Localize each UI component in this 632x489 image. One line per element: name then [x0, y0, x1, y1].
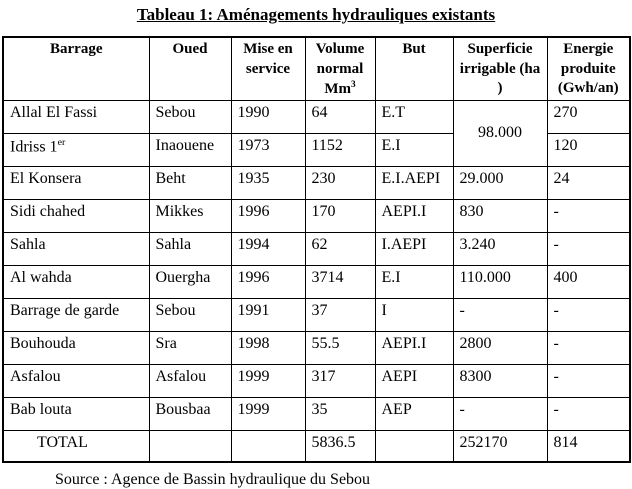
- cell-but: AEPI.I: [375, 199, 453, 232]
- cell-barrage: Bouhouda: [3, 331, 149, 364]
- total-label-cell: TOTAL: [3, 430, 149, 462]
- cell-energie: 270: [547, 100, 630, 133]
- cell-oued: Sra: [149, 331, 231, 364]
- source-caption: Source : Agence de Bassin hydraulique du Sebou: [55, 470, 371, 488]
- total-mise-en-service-cell-empty: [231, 430, 305, 462]
- col-header-volume: [305, 37, 375, 100]
- cell-oued: Bousbaa: [149, 397, 231, 430]
- cell-oued: Asfalou: [149, 364, 231, 397]
- cell-but: AEPI.I: [375, 331, 453, 364]
- cell-mise-en-service: 1935: [231, 166, 305, 199]
- cell-energie: 120: [547, 133, 630, 166]
- cell-oued: Inaouene: [149, 133, 231, 166]
- cell-barrage: Sidi chahed: [3, 199, 149, 232]
- cell-but: E.T: [375, 100, 453, 133]
- table-row: [3, 199, 630, 232]
- cell-volume: 55.5: [305, 331, 375, 364]
- total-energie-cell: 814: [547, 430, 630, 462]
- cell-superficie-merged: 98.000: [453, 100, 547, 166]
- cell-oued: Beht: [149, 166, 231, 199]
- cell-mise-en-service: 1999: [231, 364, 305, 397]
- cell-superficie: 29.000: [453, 166, 547, 199]
- cell-volume: 37: [305, 298, 375, 331]
- cell-barrage: Allal El Fassi: [3, 100, 149, 133]
- cell-barrage: Asfalou: [3, 364, 149, 397]
- cell-oued: Sebou: [149, 100, 231, 133]
- cell-but: AEPI: [375, 364, 453, 397]
- cell-but: I.AEPI: [375, 232, 453, 265]
- cell-but: E.I.AEPI: [375, 166, 453, 199]
- col-header-superficie: Superficie irrigable (ha ): [453, 37, 547, 100]
- cell-volume: 35: [305, 397, 375, 430]
- page-title: Tableau 1: Aménagements hydrauliques existants: [136, 5, 496, 24]
- cell-energie: -: [547, 298, 630, 331]
- cell-energie: -: [547, 331, 630, 364]
- cell-superficie: 110.000: [453, 265, 547, 298]
- cell-volume: 64: [305, 100, 375, 133]
- cell-barrage: Barrage de garde: [3, 298, 149, 331]
- col-header-barrage: Barrage: [3, 37, 149, 100]
- cell-volume: 1152: [305, 133, 375, 166]
- cell-but: E.I: [375, 265, 453, 298]
- cell-energie: -: [547, 364, 630, 397]
- volume-header-superscript: 3: [351, 80, 356, 90]
- cell-superficie: 3.240: [453, 232, 547, 265]
- cell-mise-en-service: 1994: [231, 232, 305, 265]
- cell-mise-en-service: 1996: [231, 265, 305, 298]
- cell-energie: -: [547, 397, 630, 430]
- cell-mise-en-service: 1999: [231, 397, 305, 430]
- table-row: [3, 100, 630, 133]
- table-row: [3, 166, 630, 199]
- cell-superficie: 830: [453, 199, 547, 232]
- cell-energie: -: [547, 199, 630, 232]
- volume-header-text: Volume normal Mm: [315, 41, 365, 97]
- header-row: [3, 37, 630, 100]
- cell-oued: Sebou: [149, 298, 231, 331]
- cell-superficie: 2800: [453, 331, 547, 364]
- cell-volume: 62: [305, 232, 375, 265]
- cell-but: E.I: [375, 133, 453, 166]
- cell-superficie: 8300: [453, 364, 547, 397]
- cell-volume: 230: [305, 166, 375, 199]
- table-row: [3, 331, 630, 364]
- cell-volume: 3714: [305, 265, 375, 298]
- col-header-but: But: [375, 37, 453, 100]
- cell-oued: Mikkes: [149, 199, 231, 232]
- cell-mise-en-service: 1996: [231, 199, 305, 232]
- total-superficie-cell: 252170: [453, 430, 547, 462]
- cell-oued: Sahla: [149, 232, 231, 265]
- hydraulic-facilities-table: [2, 36, 631, 463]
- cell-volume: 317: [305, 364, 375, 397]
- cell-mise-en-service: 1990: [231, 100, 305, 133]
- cell-superficie: -: [453, 397, 547, 430]
- table-row: [3, 265, 630, 298]
- table-row: [3, 364, 630, 397]
- cell-barrage: Sahla: [3, 232, 149, 265]
- barrage-name-superscript: er: [57, 136, 66, 148]
- col-header-oued: Oued: [149, 37, 231, 100]
- table-row: [3, 397, 630, 430]
- cell-but: AEP: [375, 397, 453, 430]
- table-row: [3, 298, 630, 331]
- table-row: [3, 232, 630, 265]
- total-volume-cell: 5836.5: [305, 430, 375, 462]
- cell-mise-en-service: 1998: [231, 331, 305, 364]
- cell-superficie: -: [453, 298, 547, 331]
- cell-but: I: [375, 298, 453, 331]
- cell-mise-en-service: 1991: [231, 298, 305, 331]
- cell-barrage: Al wahda: [3, 265, 149, 298]
- cell-energie: -: [547, 232, 630, 265]
- total-but-cell-empty: [375, 430, 453, 462]
- cell-energie: 400: [547, 265, 630, 298]
- cell-oued: Ouergha: [149, 265, 231, 298]
- barrage-name-text: Idriss 1: [10, 137, 58, 155]
- cell-volume: 170: [305, 199, 375, 232]
- cell-mise-en-service: 1973: [231, 133, 305, 166]
- cell-barrage: [3, 133, 149, 166]
- cell-energie: 24: [547, 166, 630, 199]
- total-oued-cell-empty: [149, 430, 231, 462]
- total-row: [3, 430, 630, 462]
- cell-barrage: Bab louta: [3, 397, 149, 430]
- col-header-energie: Energie produite (Gwh/an): [547, 37, 630, 100]
- cell-barrage: El Konsera: [3, 166, 149, 199]
- col-header-mise-en-service: Mise en service: [231, 37, 305, 100]
